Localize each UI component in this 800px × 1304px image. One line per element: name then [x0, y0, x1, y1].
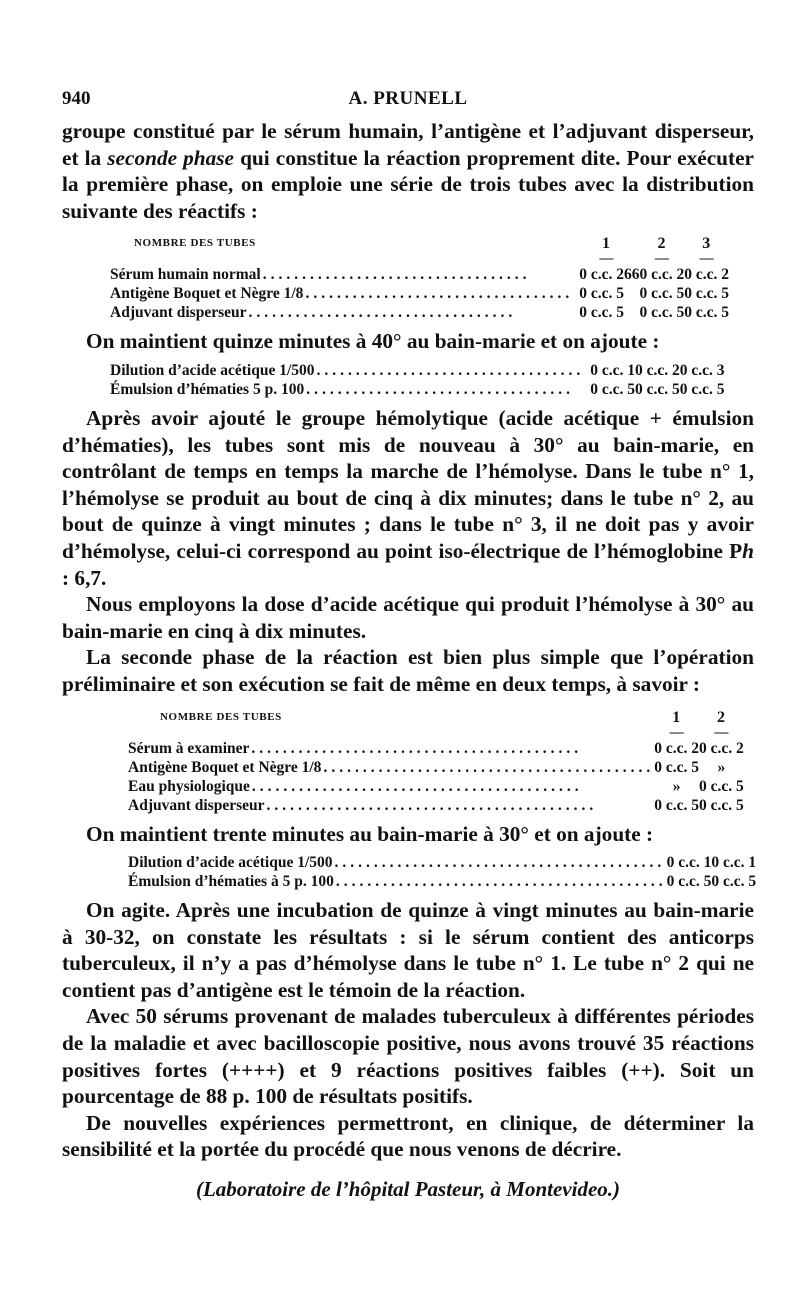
table-second-phase-addition: [128, 853, 756, 891]
table-header: NOMBRE DES TUBES 1 2 3: [134, 235, 711, 253]
emphasis-seconde-phase: seconde phase: [107, 145, 235, 170]
table-row: Sérum à examiner .......................................... 0 c.c. 2 0 c.c. 2: [128, 739, 744, 757]
table-row: Dilution d’acide acétique 1/500 .................................. 0 c.c. 1 0 c.c. 2 0 c.c. 3: [110, 361, 725, 379]
table-row: Adjuvant disperseur .................................. 0 c.c. 5 0 c.c. 5 0 c.c. 5: [110, 304, 729, 322]
table-row: Antigène Boquet et Nègre 1/8 .......................................... 0 c.c. 5 »: [128, 758, 726, 776]
paragraph-4: Nous employons la dose d’acide acétique qui produit l’hémolyse à 30° au bain-marie en cinq à dix minutes.: [62, 592, 754, 643]
table-second-phase: NOMBRE DES TUBES 1 2 — — Sérum à examiner .......................................... 0 c.c. 2 0 c.c. 2 Antigène Boquet et Nègre 1/8 .......................................... 0 c.c. 5 » Eau physiologique .......................................... » 0 c.c. 5 Adjuvant disperseur .......................................... 0 c.c. 5 0 c.c. 5: [128, 708, 744, 814]
table-first-phase-addition: [110, 361, 725, 399]
page: [62, 88, 757, 1202]
table-row: Antigène Boquet et Nègre 1/8 .................................. 0 c.c. 5 0 c.c. 5 0 c.c. 5: [110, 285, 729, 303]
page-number: 940: [62, 88, 91, 109]
paragraph-2: On maintient quinze minutes à 40° au bain-marie et on ajoute :: [86, 329, 660, 354]
paragraph-1: groupe constitué par le sérum humain, l’antigène et l’adjuvant disperseur, et la seconde phase qui constitue la réaction proprement dite. Pour exécuter la première phase, on emploie une série de trois tubes avec la distribution suivante des réactifs :: [62, 119, 754, 223]
table-row: Sérum humain normal .................................. 0 c.c. 266 0 c.c. 2 0 c.c. 2: [110, 266, 729, 284]
table-first-phase: NOMBRE DES TUBES 1 2 3 — — — Sérum humain normal .................................. 0 c.c. 266 0 c.c. 2 0 c.c. 2 Antigène Boquet et Nègre 1/8 .................................. 0 c.c. 5 0 c.c. 5 0 c.c. 5 Adjuvant disperseur .................................. 0 c.c. 5 0 c.c. 5 0 c.c. 5: [110, 235, 729, 322]
table-row: Émulsion d’hématies 5 p. 100 .................................. 0 c.c. 5 0 c.c. 5 0 c.c. 5: [110, 380, 725, 398]
table-row: Dilution d’acide acétique 1/500 .......................................... 0 c.c. 1 0 c.c. 1: [128, 854, 757, 872]
paragraph-8: Avec 50 sérums provenant de malades tuberculeux à différentes périodes de la maladie et avec bacilloscopie positive, nous avons trouvé 35 réactions positives fortes (++++) et 9 réactions positives faibles (++). Soit un pourcentage de 88 p. 100 de résultats positifs.: [62, 1004, 754, 1109]
table-row: Eau physiologique .......................................... » 0 c.c. 5: [128, 777, 744, 795]
table-row: Émulsion d’hématies à 5 p. 100 .......................................... 0 c.c. 5 0 c.c. 5: [128, 873, 757, 891]
table-header: NOMBRE DES TUBES 1 2: [160, 708, 726, 726]
running-header: [62, 88, 754, 118]
running-title: A. PRUNELL: [348, 88, 468, 109]
laboratory-signature: (Laboratoire de l’hôpital Pasteur, à Montevideo.): [195, 1177, 621, 1202]
paragraph-6: On maintient trente minutes au bain-marie à 30° et on ajoute :: [86, 821, 654, 846]
paragraph-9: De nouvelles expériences permettront, en clinique, de déterminer la sensibilité et la portée du procédé que nous venons de décrire.: [62, 1110, 754, 1162]
table-row: Adjuvant disperseur .......................................... 0 c.c. 5 0 c.c. 5: [128, 796, 744, 814]
paragraph-7: On agite. Après une incubation de quinze à vingt minutes au bain-marie à 30-32, on constate les résultats : si le sérum contient des anticorps tuberculeux, il n’y a pas d’hémolyse dans le tube n° 1. Le tube n° 2 qui ne contient pas d’antigène est le témoin de la réaction.: [62, 898, 754, 1002]
paragraph-3: Après avoir ajouté le groupe hémolytique (acide acétique + émulsion d’hématies), les tubes sont mis de nouveau à 30° au bain-marie, en contrôlant de temps en temps la marche de l’hémolyse. Dans le tube n° 1, l’hémolyse se produit au bout de cinq à dix minutes; dans le tube n° 2, au bout de quinze à vingt minutes ; dans le tube n° 3, il ne doit pas y avoir d’hémolyse, celui-ci correspond au point iso-électrique de l’hémoglobine Ph : 6,7.: [62, 405, 754, 590]
paragraph-5: La seconde phase de la réaction est bien plus simple que l’opération préliminaire et son exécution se fait de même en deux temps, à savoir :: [62, 645, 754, 696]
